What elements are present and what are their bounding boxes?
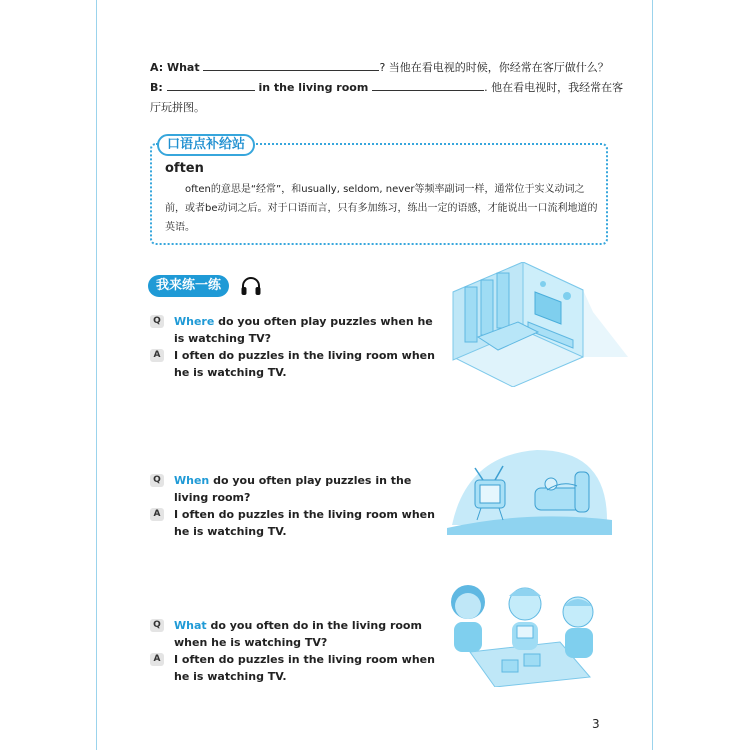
a-badge: A: [150, 349, 164, 362]
question-keyword: When: [174, 474, 210, 487]
headphone-icon[interactable]: [240, 276, 262, 296]
question-line: [150, 617, 435, 651]
q-badge: Q: [150, 619, 164, 632]
fill-in-line-b: B: in the living room . 他在看电视时，我经常在客: [150, 81, 624, 94]
question-text: do you often play puzzles in the living room?: [174, 474, 412, 504]
fill-in-line-a: A: What ? 当他在看电视的时候，你经常在客厅做什么？: [150, 61, 609, 74]
q-badge: Q: [150, 315, 164, 328]
answer-text: I often do puzzles in the living room when he is watching TV.: [174, 349, 435, 379]
answer-blank[interactable]: [167, 80, 255, 91]
page-number: 3: [592, 717, 600, 731]
question-text: do you often play puzzles when he is watching TV?: [174, 315, 433, 345]
answer-line: [150, 347, 435, 381]
question-line: [150, 313, 435, 347]
answer-line: [150, 506, 435, 540]
answer-blank[interactable]: [372, 80, 484, 91]
qa-item-1: [150, 313, 435, 381]
practice-title: 我来练一练: [148, 275, 229, 297]
fill-in-line-b-cont: 厅玩拼图。: [150, 101, 205, 114]
kids-puzzle-illustration: [440, 582, 610, 687]
qa-item-2: [150, 472, 435, 540]
fill-in-exercise: [150, 58, 624, 118]
tip-title: 口语点补给站: [157, 134, 255, 156]
answer-text: I often do puzzles in the living room when he is watching TV.: [174, 653, 435, 683]
qa-item-3: [150, 617, 435, 685]
question-keyword: Where: [174, 315, 215, 328]
tv-couch-illustration: [447, 440, 612, 535]
living-room-illustration: [443, 262, 628, 387]
a-badge: A: [150, 508, 164, 521]
answer-text: I often do puzzles in the living room when he is watching TV.: [174, 508, 435, 538]
answer-line: [150, 651, 435, 685]
question-keyword: What: [174, 619, 207, 632]
a-badge: A: [150, 653, 164, 666]
question-line: [150, 472, 435, 506]
tip-keyword: often: [165, 161, 204, 176]
q-badge: Q: [150, 474, 164, 487]
tip-explanation: often的意思是“经常”，和usually, seldom, never等频率副词一样，通常位于实义动词之前，或者be动词之后。对于口语而言，只有多加练习，练出一定的语感，才能说出一口流利地道的英语。: [165, 184, 598, 233]
answer-blank[interactable]: [203, 60, 379, 71]
question-text: do you often do in the living room when he is watching TV?: [174, 619, 422, 649]
